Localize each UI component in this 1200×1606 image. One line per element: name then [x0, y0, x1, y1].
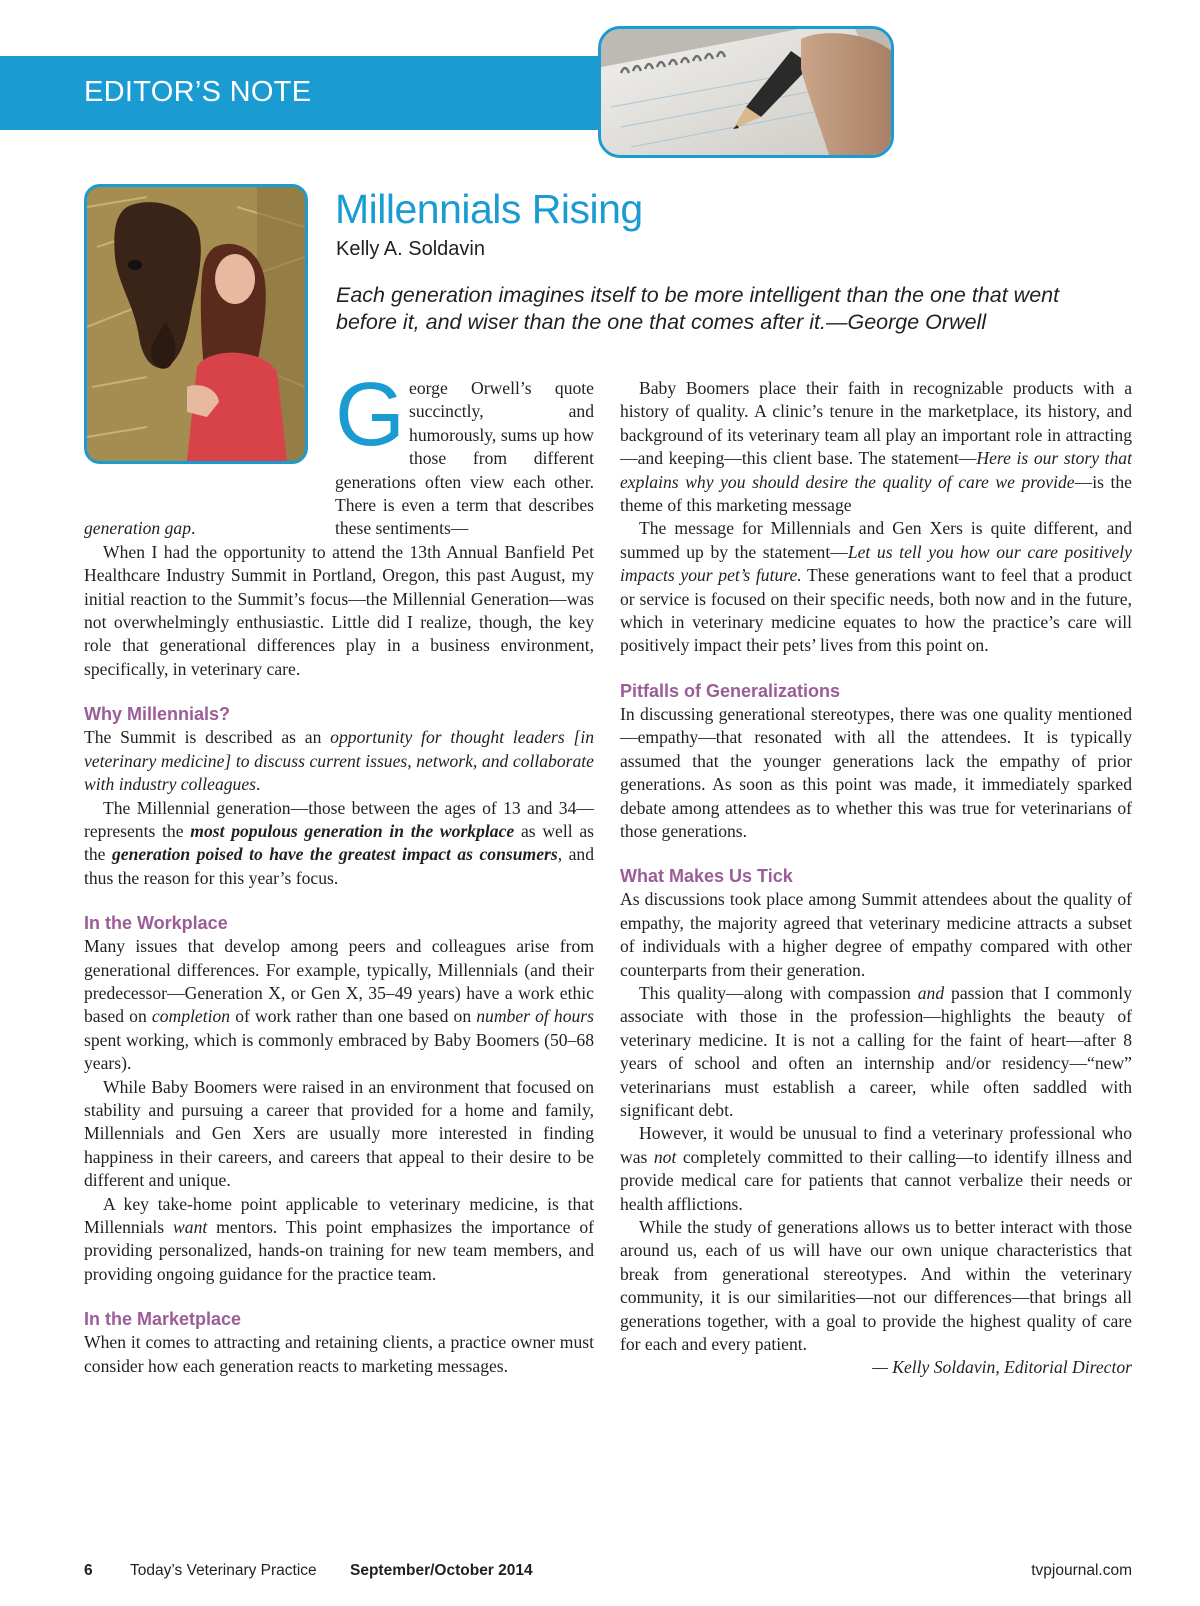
work-p1-text-a: Many issues that develop among peers and colleagues arise from generational differences. For example, typically, Millennials (and their predecessor—Generation X, or Gen X, 35–49 years) have a work ethic based on [84, 936, 594, 1027]
notebook-pencil-illustration [601, 29, 894, 158]
editor-signoff: — Kelly Soldavin, Editorial Director [872, 1357, 1132, 1378]
section-label: EDITOR’S NOTE [84, 76, 312, 108]
why-p2-emphasis-1: most populous generation in the workplace [190, 820, 515, 841]
market-p3-text-a: The message for Millennials and Gen Xers is quite different, and summed up by the statement— [620, 518, 1132, 562]
tick-p3-text-b: completely committed to their calling—to identify illness and provide medical care for patients that cannot verbalize their needs or health afflictions. [620, 1146, 1132, 1214]
tick-p3-text-a: However, it would be unusual to find a veterinary professional who was [620, 1123, 1132, 1167]
marketplace-paragraph-1: When it comes to attracting and retaining clients, a practice owner must consider how each generation reacts to marketing messages. [84, 1332, 594, 1376]
market-p2-text-b: —is the theme of this marketing message [620, 471, 1132, 516]
tick-p2-emphasis: and [917, 982, 945, 1003]
work-p3-text-b: mentors. This point emphasizes the importance of providing personalized, hands-on training for new team members, and providing ongoing guidance for the practice team. [84, 1217, 594, 1284]
drop-cap: G [335, 365, 406, 465]
why-p2-text-b: as well as the [84, 820, 594, 865]
pitfalls-paragraph-1: In discussing generational stereotypes, there was one quality mentioned—empathy—that resonated with all the attendees. It is typically assumed that the younger generations lack the empathy of prior generations. As soon as this point was made, it immediately sparked debate among attendees as to whether this was true for veterinarians of those generations. [620, 703, 1132, 841]
tick-paragraph-3 [620, 1122, 1132, 1216]
marketplace-paragraph-3 [620, 517, 1132, 657]
marketplace-paragraph-2 [620, 377, 1132, 517]
work-p1-text-b: of work rather than one based on [230, 1006, 477, 1027]
article-author: Kelly A. Soldavin [336, 238, 485, 260]
tick-paragraph-4: While the study of generations allows us to better interact with those around us, each of us will have our own unique characteristics that break from generational stereotypes. And within the veterinary community, it is our similarities—not our differences—that brings all generations together, with a goal to provide the highest quality of care for each and every patient. [620, 1217, 1132, 1355]
intro-emphasis: generation gap [84, 518, 192, 539]
work-p3-emphasis: want [173, 1217, 208, 1238]
magazine-name: Today’s Veterinary Practice [130, 1562, 317, 1579]
heading-workplace: In the Workplace [84, 913, 228, 934]
intro-end: . [191, 518, 196, 539]
market-p3-emphasis: Let us tell you how our care positively impacts your pet’s future. [620, 541, 1132, 586]
why-paragraph-1 [84, 726, 594, 796]
article-column-right [620, 377, 1132, 1380]
notebook-pencil-image [598, 26, 894, 158]
work-p3-text-a: A key take-home point applicable to veterinary medicine, is that Millennials [84, 1193, 594, 1238]
why-p1-text: The Summit is described as an [84, 727, 331, 748]
article-title: Millennials Rising [335, 186, 643, 232]
work-p1-text-c: spent working, which is commonly embraced by Baby Boomers (50–68 years). [84, 1029, 594, 1074]
why-paragraph-2 [84, 797, 594, 891]
work-p1-emphasis-1: completion [151, 1006, 231, 1027]
heading-pitfalls: Pitfalls of Generalizations [620, 680, 841, 701]
workplace-paragraph-3 [84, 1193, 594, 1287]
heading-why-millennials: Why Millennials? [84, 704, 231, 725]
intro-text: eorge Orwell’s quote succinctly, and humorously, sums up how those from different generations often view each other. There is even a term that describes these sentiments— [335, 378, 594, 539]
intro-paragraph [84, 365, 594, 541]
why-p2-emphasis-2: generation poised to have the greatest impact as consumers [111, 844, 558, 865]
tick-p3-emphasis: not [653, 1146, 677, 1167]
workplace-paragraph-1 [84, 935, 594, 1075]
market-p2-text-a: Baby Boomers place their faith in recognizable products with a history of quality. A clinic’s tenure in the marketplace, its history, and background of its veterinary team all play an important role in attracting—and keeping—this client base. The statement— [620, 378, 1132, 469]
heading-what-makes-us-tick: What Makes Us Tick [620, 866, 793, 887]
why-p2-text-c: , and thus the reason for this year’s focus. [84, 844, 594, 888]
workplace-paragraph-2: While Baby Boomers were raised in an environment that focused on stability and pursuing a career that provided for a home and family, Millennials and Gen Xers are usually more interested in finding happiness in their careers, and careers that appeal to their desire to be different and unique. [84, 1076, 594, 1191]
why-p1-emphasis: opportunity for thought leaders [in veterinary medicine] to discuss current issues, network, and collaborate with industry colleagues [84, 727, 595, 795]
website-link[interactable]: tvpjournal.com [1031, 1562, 1132, 1579]
tick-p2-text-b: passion that I commonly associate with those in the profession—highlights the beauty of veterinary medicine. It is not a calling for the faint of heart—after 8 years of school and often an internship and/or residency—“new” veterinarians must establish a career, while often saddled with significant debt. [620, 982, 1132, 1120]
work-p1-emphasis-2: number of hours [476, 1006, 594, 1027]
issue-date: September/October 2014 [350, 1562, 533, 1579]
article-epigraph: Each generation imagines itself to be more intelligent than the one that went before it, and wiser than the one that comes after it.—George Orwell [336, 283, 1060, 334]
why-p2-text-a: The Millennial generation—those between the ages of 13 and 34—represents the [84, 797, 594, 841]
intro-paragraph-2: When I had the opportunity to attend the 13th Annual Banfield Pet Healthcare Industry Summit in Portland, Oregon, this past August, my initial reaction to the Summit’s focus—the Millennial Generation—was not overwhelmingly enthusiastic. Little did I realize, though, the key role that generational differences play in a business environment, specifically, in veterinary care. [84, 541, 594, 679]
why-p1-end: . [256, 774, 261, 795]
heading-marketplace: In the Marketplace [84, 1309, 242, 1330]
tick-paragraph-2 [620, 982, 1132, 1122]
article-column-left [84, 365, 595, 1378]
market-p2-emphasis: Here is our story that explains why you should desire the quality of care we provide [620, 448, 1132, 492]
page-number: 6 [84, 1562, 93, 1579]
tick-paragraph-1: As discussions took place among Summit attendees about the quality of empathy, the majority agreed that veterinary medicine attracts a subset of individuals with a higher degree of empathy compared with other counterparts from their generation. [620, 889, 1132, 980]
tick-p2-text-a: This quality—along with compassion [639, 982, 918, 1003]
market-p3-text-b: These generations want to feel that a product or service is focused on their specific needs, both now and in the future, which in veterinary medicine equates to how the practice’s care will positively impact their pets’ lives from this point on. [620, 565, 1132, 656]
